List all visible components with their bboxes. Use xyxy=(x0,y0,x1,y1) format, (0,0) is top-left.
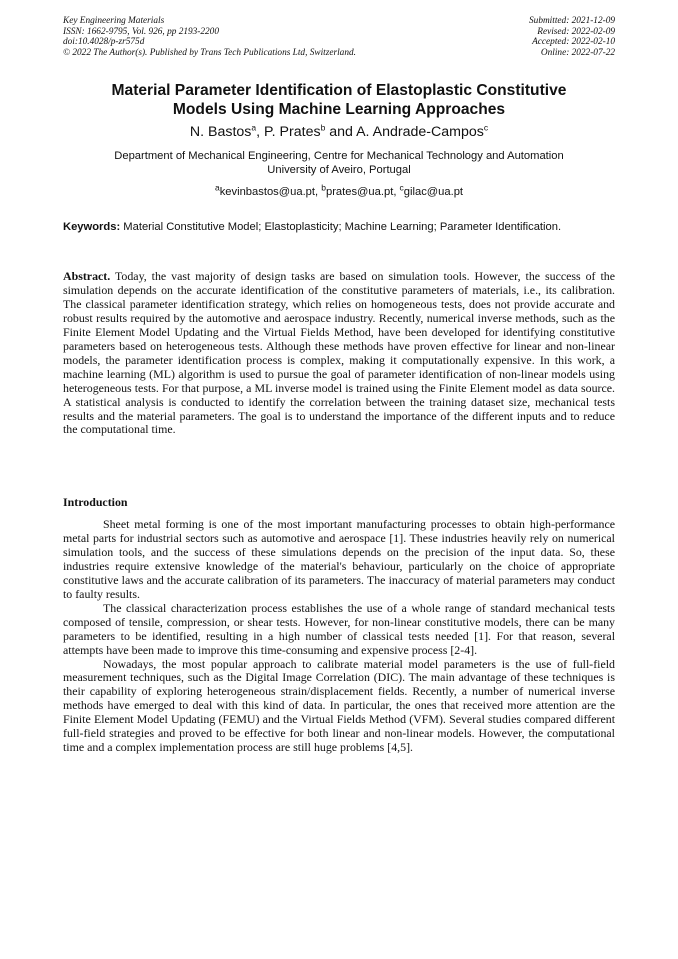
paragraph: The classical characterization process establishes the use of a whole range of standard mechanical tests composed of tensile, compression, or shear tests. However, for non-linear constitutive models, there can be many parameters to be identified, resulting in a high number of classical tests needed [1]. For that reason, several attempts have been made to improve this time-consuming and expensive process [2-4]. xyxy=(63,600,615,657)
author-name: N. Bastos xyxy=(189,124,252,140)
email-superscript: c xyxy=(399,182,404,193)
email-superscript: b xyxy=(321,182,326,193)
title-line-1: Material Parameter Identification of Elastoplastic Constitutive xyxy=(111,82,567,99)
issn-line: ISSN: 1662-9795, Vol. 926, pp 2193-2200 xyxy=(63,26,219,37)
page-header xyxy=(63,16,615,58)
author-separator: , xyxy=(256,124,265,140)
paragraph: Nowadays, the most popular approach to calibrate material model parameters is the use of full-field measurement techniques, such as the Digital Image Correlation (DIC). The main advantage of these techniques is their capability of exploring heterogeneous strain/displacement fields. Recently, a number of numerical inverse methods have emerged to deal with this kind of data. In particular, the ones that received more attention are the Finite Element Model Updating (FEMU) and the Virtual Fields Method (VFM). Several studies compared different full-field strategies and proved to be effective for both linear and non-linear models. However, the computational time and a complex implementation process are still huge problems [4,5]. xyxy=(63,656,615,755)
author-superscript: a xyxy=(251,122,257,133)
introduction-body xyxy=(63,518,615,755)
keywords-block xyxy=(63,221,615,235)
abstract-text: Today, the vast majority of design tasks are based on simulation tools. However, the success of the simulation depends on the accurate identification of the constitutive parameters of materials, i.e., its calibration. The classical parameter identification strategy, which relies on homogeneous tests, does not provide accurate and robust results required by the automotive and aerospace industry. Recently, numerical inverse methods, such as the Finite Element Model Updating and the Virtual Fields Method, have been developed for identifying constitutive parameters based on heterogeneous tests. Although these methods have proven effective for linear and non-linear models, the parameter identification process is complex, making it computationally expensive. In this work, a machine learning (ML) algorithm is used to pursue the goal of parameter identification of non-linear models using heterogeneous tests. For that purpose, a ML inverse model is trained using the Finite Element model as data source. A statistical analysis is conducted to identify the correlation between the training dataset size, mechanical tests results and the material parameters. The goal is to understand the importance of the different inputs and to reduce the computational time. xyxy=(63,269,615,437)
author-name: A. Andrade-Campos xyxy=(356,124,484,140)
copyright-line: © 2022 The Author(s). Published by Trans Tech Publications Ltd, Switzerland. xyxy=(63,47,356,58)
affiliation-line-1: Department of Mechanical Engineering, Centre for Mechanical Technology and Automation xyxy=(114,150,564,162)
affiliation xyxy=(63,150,615,177)
author-separator: and xyxy=(325,124,357,140)
introduction-heading: Introduction xyxy=(63,495,128,509)
email-address[interactable]: kevinbastos@ua.pt xyxy=(219,186,316,198)
email-superscript: a xyxy=(214,182,220,193)
paper-title xyxy=(63,82,615,119)
abstract-block xyxy=(63,270,615,437)
online-date: Online: 2022-07-22 xyxy=(540,47,615,58)
doi-line: doi:10.4028/p-zr575d xyxy=(63,37,145,48)
author-superscript: b xyxy=(320,122,326,133)
affiliation-line-2: University of Aveiro, Portugal xyxy=(267,163,411,176)
keywords-label: Keywords: xyxy=(63,221,121,233)
email-list xyxy=(63,182,615,200)
email-address[interactable]: prates@ua.pt xyxy=(325,186,394,198)
accepted-date: Accepted: 2022-02-10 xyxy=(532,37,615,48)
author-list xyxy=(63,124,615,141)
paragraph: Sheet metal forming is one of the most important manufacturing processes to obtain high-performance metal parts for industrial sectors such as automotive and aerospace [1]. These industries heavily rely on numerical simulation tools, and the success of these simulations depends on the precision of the input data. So, these industries require extensive knowledge of the material's behaviour, particularly on the choice of appropriate constitutive laws and the accurate calibration of its parameters. The inaccuracy of material parameters may conduct to faulty results. xyxy=(63,517,615,601)
dates-info xyxy=(529,16,615,58)
submitted-date: Submitted: 2021-12-09 xyxy=(529,16,615,26)
keywords-text: Material Constitutive Model; Elastoplasticity; Machine Learning; Parameter Identification. xyxy=(120,221,562,233)
abstract-label: Abstract. xyxy=(63,269,111,283)
email-separator: , xyxy=(393,186,400,198)
author-superscript: c xyxy=(483,122,489,133)
journal-info xyxy=(63,16,356,58)
title-line-2: Models Using Machine Learning Approaches xyxy=(172,100,506,118)
email-address[interactable]: gilac@ua.pt xyxy=(403,186,464,198)
author-name: P. Prates xyxy=(264,124,321,140)
revised-date: Revised: 2022-02-09 xyxy=(537,26,615,37)
journal-name: Key Engineering Materials xyxy=(63,16,165,26)
email-separator: , xyxy=(315,186,322,198)
